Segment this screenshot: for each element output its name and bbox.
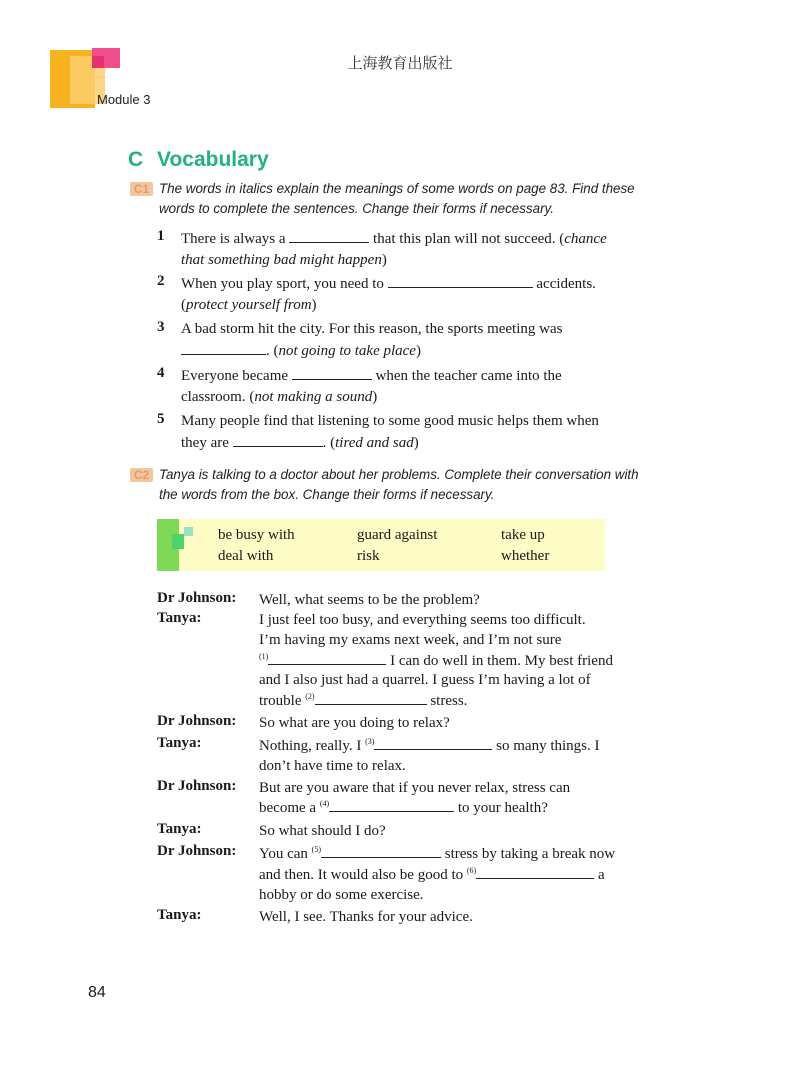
speaker-tanya: Tanya:	[157, 735, 202, 751]
speaker-dr-johnson: Dr Johnson:	[157, 778, 237, 794]
question-number: 5	[157, 411, 165, 427]
c1-instruction-1: The words in italics explain the meanings of some words on page 83. Find these	[159, 181, 635, 196]
speaker-dr-johnson: Dr Johnson:	[157, 713, 237, 729]
question-number: 1	[157, 228, 165, 244]
dialogue-line: I’m having my exams next week, and I’m not sure	[259, 632, 562, 648]
dialogue-line: don’t have time to relax.	[259, 758, 406, 774]
dialogue-line: $^{(1)}$ I can do well in them. My best friend	[259, 652, 613, 669]
question-number: 3	[157, 319, 165, 335]
speaker-dr-johnson: Dr Johnson:	[157, 843, 237, 859]
word-box-accent-square	[172, 534, 184, 549]
dialogue-line: Nothing, really. I $^{(3)}$ so many things. I	[259, 737, 600, 754]
c2-instruction-2: the words from the box. Change their forms if necessary.	[159, 487, 495, 502]
answer-blank[interactable]	[476, 864, 594, 879]
c1-badge: C1	[130, 182, 153, 196]
section-title: Vocabulary	[157, 148, 269, 171]
box-word: risk	[357, 548, 380, 564]
dialogue-line: But are you aware that if you never relax, stress can	[259, 780, 571, 796]
box-word: guard against	[357, 527, 438, 543]
answer-blank[interactable]	[329, 797, 454, 812]
dialogue-line: Well, I see. Thanks for your advice.	[259, 909, 473, 925]
word-box-accent-square	[184, 527, 193, 536]
question-number: 4	[157, 365, 165, 381]
answer-blank[interactable]	[289, 228, 369, 243]
page-number: 84	[88, 984, 106, 1001]
box-word: take up	[501, 527, 545, 543]
question-number: 2	[157, 273, 165, 289]
dialogue-line: and I also just had a quarrel. I guess I’m having a lot of	[259, 672, 591, 688]
dialogue-line: So what are you doing to relax?	[259, 715, 450, 731]
answer-blank[interactable]	[315, 690, 427, 705]
dialogue-line: You can $^{(5)}$ stress by taking a break now	[259, 845, 616, 862]
speaker-tanya: Tanya:	[157, 907, 202, 923]
speaker-tanya: Tanya:	[157, 821, 202, 837]
c1-instruction-2: words to complete the sentences. Change their forms if necessary.	[159, 201, 554, 216]
dialogue-line: trouble $^{(2)}$ stress.	[259, 692, 468, 709]
speaker-dr-johnson: Dr Johnson:	[157, 590, 237, 606]
answer-blank[interactable]	[233, 432, 323, 447]
dialogue-line: I just feel too busy, and everything seems too difficult.	[259, 612, 586, 628]
answer-blank[interactable]	[181, 340, 266, 355]
answer-blank[interactable]	[292, 365, 372, 380]
section-letter: C	[128, 148, 144, 171]
answer-blank[interactable]	[374, 735, 492, 750]
question-1: There is always a that this plan will not succeed. (chance that something bad might happen)	[181, 228, 676, 271]
box-word: be busy with	[218, 527, 295, 543]
c2-instruction-1: Tanya is talking to a doctor about her problems. Complete their conversation with	[159, 467, 639, 482]
answer-blank[interactable]	[321, 843, 441, 858]
dialogue-line: become a $^{(4)}$ to your health?	[259, 799, 548, 816]
box-word: whether	[501, 548, 550, 564]
answer-blank[interactable]	[388, 273, 533, 288]
box-word: deal with	[218, 548, 274, 564]
dialogue-line: So what should I do?	[259, 823, 386, 839]
question-4: Everyone became when the teacher came into the classroom. (not making a sound)	[181, 365, 676, 408]
question-3: A bad storm hit the city. For this reason, the sports meeting was . (not going to take place)	[181, 321, 563, 359]
dialogue-line: and then. It would also be good to $^{(6)}$ a	[259, 866, 605, 883]
publisher-header: 上海教育出版社	[347, 55, 453, 72]
answer-blank[interactable]	[268, 650, 386, 665]
dialogue-line: Well, what seems to be the problem?	[259, 592, 480, 608]
question-2: When you play sport, you need to accidents. (protect yourself from)	[181, 273, 676, 316]
speaker-tanya: Tanya:	[157, 610, 202, 626]
question-5: Many people find that listening to some good music helps them when they are . (tired and sad)	[181, 413, 599, 451]
dialogue-line: hobby or do some exercise.	[259, 887, 424, 903]
module-label: Module 3	[97, 92, 151, 107]
c2-badge: C2	[130, 468, 153, 482]
